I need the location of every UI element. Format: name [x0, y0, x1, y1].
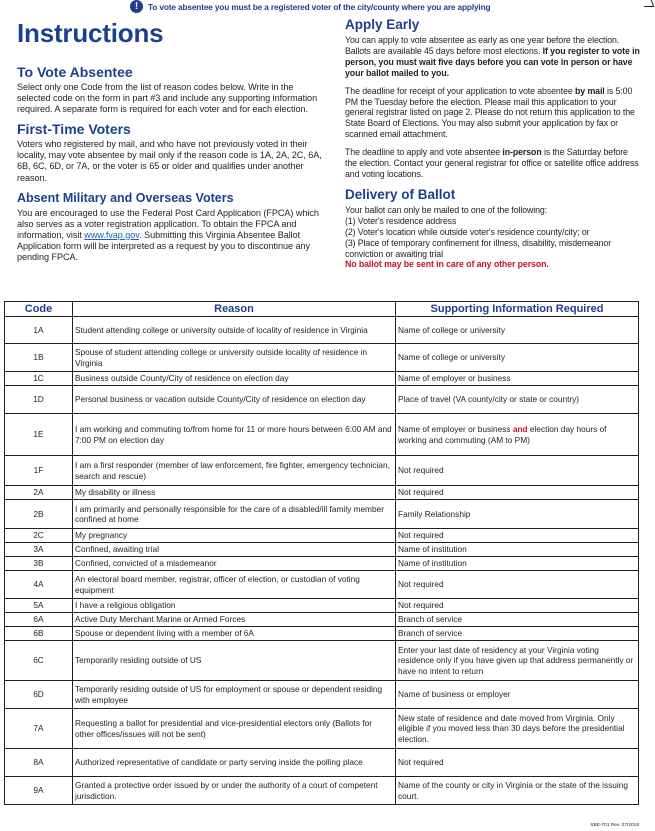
- row-reason: An electoral board member, registrar, officer of election, or custodian of voting equipment: [73, 571, 396, 599]
- row-reason: Granted a protective order issued by or under the authority of a court of competent jurisdiction.: [73, 777, 396, 805]
- header-reason: Reason: [73, 302, 396, 317]
- row-info: Name of institution: [396, 543, 639, 557]
- table-row: [5, 543, 639, 557]
- row-reason: Spouse of student attending college or university outside locality of residence in Virginia: [73, 344, 396, 372]
- row-code: 6B: [5, 627, 73, 641]
- row-code: 5A: [5, 599, 73, 613]
- table-row: [5, 414, 639, 456]
- header-supporting-info: Supporting Information Required: [396, 302, 639, 317]
- row-reason: Business outside County/City of residence on election day: [73, 372, 396, 386]
- row-code: 2C: [5, 529, 73, 543]
- row-reason: Requesting a ballot for presidential and vice-presidential electors only (Ballots for other offices/issues will not be sent): [73, 709, 396, 749]
- row-reason: Student attending college or university outside of locality of residence in Virginia: [73, 317, 396, 344]
- row-reason: I have a religious obligation: [73, 599, 396, 613]
- table-row: [5, 557, 639, 571]
- row-code: 2B: [5, 500, 73, 529]
- apply-early-p1-b: If you register to vote in person, you must wait five days before you can vote in person or have your ballot mailed to you.: [345, 45, 640, 78]
- delivery-item-2: (2) Voter's location while outside voter's residence county/city; or: [345, 226, 590, 237]
- row-info: Place of travel (VA county/city or state or country): [396, 386, 639, 414]
- row-code: 3A: [5, 543, 73, 557]
- table-row: [5, 529, 639, 543]
- row-code: 2A: [5, 486, 73, 500]
- table-row: [5, 749, 639, 777]
- row-code: 1D: [5, 386, 73, 414]
- row-info: Branch of service: [396, 613, 639, 627]
- table-row: [5, 599, 639, 613]
- table-row: [5, 372, 639, 386]
- military-overseas-text-a: You are encouraged to use the Federal Post Card Application (FPCA) which also serves as a voter registration application. To obtain the FPCA and information, visit: [17, 207, 319, 240]
- row-info-b: election day hours of working and commuting (AM to PM): [398, 424, 607, 445]
- table-row: [5, 500, 639, 529]
- to-vote-absentee-heading: To Vote Absentee: [17, 64, 133, 80]
- delivery-item-3: (3) Place of temporary confinement for illness, disability, misdemeanor conviction or awaiting trial: [345, 237, 612, 259]
- row-info-a: Name of employer or business: [398, 424, 511, 435]
- military-overseas-text-b: . Submitting this Virginia Absentee Ballot Application form will be interpreted as a request by you to discontinue any pending FPCA.: [17, 229, 310, 263]
- apply-early-p1: [345, 35, 640, 79]
- apply-early-p3: [345, 147, 640, 180]
- table-row: [5, 486, 639, 500]
- left-column: [17, 18, 325, 263]
- row-info: Not required: [396, 749, 639, 777]
- row-code: 1A: [5, 317, 73, 344]
- row-info: New state of residence and date moved from Virginia. Only eligible if you moved less than 30 days before the presidential election.: [396, 709, 639, 749]
- first-time-voters-text: Voters who registered by mail, and who have not previously voted in their locality, may vote absentee by mail only if the reason code is 1A, 2A, 2C, 6A, 6B, 6C, 6D, or 7A, or the voter is 65 or older and qualifies under another reason.: [17, 139, 322, 183]
- row-reason: I am working and commuting to/from home for 11 or more hours between 6:00 AM and 7:00 PM on election day: [73, 414, 396, 456]
- right-column: [345, 16, 640, 270]
- table-header-row: [5, 302, 639, 317]
- page-title: Instructions: [17, 18, 164, 48]
- row-reason: Active Duty Merchant Marine or Armed Forces: [73, 613, 396, 627]
- row-code: 7A: [5, 709, 73, 749]
- apply-early-p3-a: The deadline to apply and vote absentee: [345, 147, 501, 158]
- delivery-heading: Delivery of Ballot: [345, 186, 456, 202]
- apply-early-p3-b: in-person: [502, 147, 542, 158]
- table-row: [5, 317, 639, 344]
- apply-early-heading: Apply Early: [345, 17, 420, 32]
- row-reason: I am a first responder (member of law enforcement, fire fighter, emergency technician, search and rescue): [73, 456, 396, 486]
- row-reason: Confined, convicted of a misdemeanor: [73, 557, 396, 571]
- table-row: [5, 386, 639, 414]
- table-row: [5, 571, 639, 599]
- apply-early-p1-a: You can apply to vote absentee as early as one year before the election. Ballots are available 45 days before most elections.: [345, 35, 620, 56]
- military-overseas-text: [17, 208, 325, 263]
- row-reason: My pregnancy: [73, 529, 396, 543]
- row-reason: Personal business or vacation outside County/City of residence on election day: [73, 386, 396, 414]
- row-info: Name of business or employer: [396, 681, 639, 709]
- row-code: 6A: [5, 613, 73, 627]
- row-code: 1E: [5, 414, 73, 456]
- header-code: Code: [5, 302, 73, 317]
- row-code: 6D: [5, 681, 73, 709]
- row-reason: Spouse or dependent living with a member of 6A: [73, 627, 396, 641]
- table-row: [5, 777, 639, 805]
- row-info: Name of college or university: [396, 317, 639, 344]
- row-info: Enter your last date of residency at your Virginia voting residence only if you have given up that address permanently or have no intent to return: [396, 641, 639, 681]
- row-code: 1C: [5, 372, 73, 386]
- corner-check-mark: [642, 0, 655, 7]
- row-reason: I am primarily and personally responsible for the care of a disabled/ill family member confined at home: [73, 500, 396, 529]
- banner-text: To vote absentee you must be a registered voter of the city/county where you are applying: [148, 1, 491, 12]
- apply-early-p2: [345, 86, 640, 141]
- fvap-link[interactable]: www.fvap.gov: [84, 229, 140, 240]
- row-reason: Authorized representative of candidate or party serving inside the polling place: [73, 749, 396, 777]
- table-row: [5, 613, 639, 627]
- row-info: Name of the county or city in Virginia or the state of the issuing court.: [396, 777, 639, 805]
- apply-early-p2-b: by mail: [575, 85, 605, 96]
- row-code: 3B: [5, 557, 73, 571]
- military-overseas-heading: Absent Military and Overseas Voters: [17, 190, 234, 205]
- table-row: [5, 709, 639, 749]
- table-row: [5, 344, 639, 372]
- row-info-and: and: [512, 424, 528, 435]
- table-row: [5, 641, 639, 681]
- first-time-voters-heading: First-Time Voters: [17, 121, 131, 138]
- delivery-intro: Your ballot can only be mailed to one of the following:: [345, 204, 548, 215]
- row-info: [396, 414, 639, 456]
- row-info: Branch of service: [396, 627, 639, 641]
- row-reason: Confined, awaiting trial: [73, 543, 396, 557]
- row-reason: My disability or illness: [73, 486, 396, 500]
- row-info: Not required: [396, 529, 639, 543]
- row-info: Family Relationship: [396, 500, 639, 529]
- delivery-item-1: (1) Voter's residence address: [345, 215, 457, 226]
- form-revision-label: SBE-701 Rev. 07/2018: [590, 823, 639, 828]
- apply-early-p2-a: The deadline for receipt of your application to vote absentee: [345, 85, 573, 96]
- to-vote-absentee-text: Select only one Code from the list of reason codes below. Write in the selected code on the form in part #3 and include any supporting information required. A separate form is required for each voter and for each election.: [17, 82, 318, 115]
- apply-early-p3-c: is the Saturday before the election. Contact your general registrar for office or satellite office address and voting locations.: [345, 147, 639, 179]
- row-code: 4A: [5, 571, 73, 599]
- registration-notice-banner: [130, 0, 490, 13]
- row-info: Not required: [396, 456, 639, 486]
- row-reason: Temporarily residing outside of US: [73, 641, 396, 681]
- row-info: Not required: [396, 599, 639, 613]
- row-code: 8A: [5, 749, 73, 777]
- apply-early-p2-c: is 5:00 PM the Tuesday before the election. Please mail this application to your general registrar listed on page 2. Please do not return this application to the State Board of Elections. You may also submit your application by fax or scanned email attachment.: [345, 85, 635, 140]
- row-info: Name of college or university: [396, 344, 639, 372]
- delivery-warning: No ballot may be sent in care of any other person.: [345, 259, 549, 270]
- row-info: Not required: [396, 571, 639, 599]
- row-info: Name of institution: [396, 557, 639, 571]
- row-code: 9A: [5, 777, 73, 805]
- row-info: Not required: [396, 486, 639, 500]
- row-code: 1F: [5, 456, 73, 486]
- table-row: [5, 456, 639, 486]
- table-row: [5, 627, 639, 641]
- row-code: 6C: [5, 641, 73, 681]
- row-info: Name of employer or business: [396, 372, 639, 386]
- reason-codes-table: [4, 301, 639, 805]
- exclamation-circle-icon: !: [130, 0, 143, 13]
- table-row: [5, 681, 639, 709]
- row-code: 1B: [5, 344, 73, 372]
- row-reason: Temporarily residing outside of US for employment or spouse or dependent residing with employee: [73, 681, 396, 709]
